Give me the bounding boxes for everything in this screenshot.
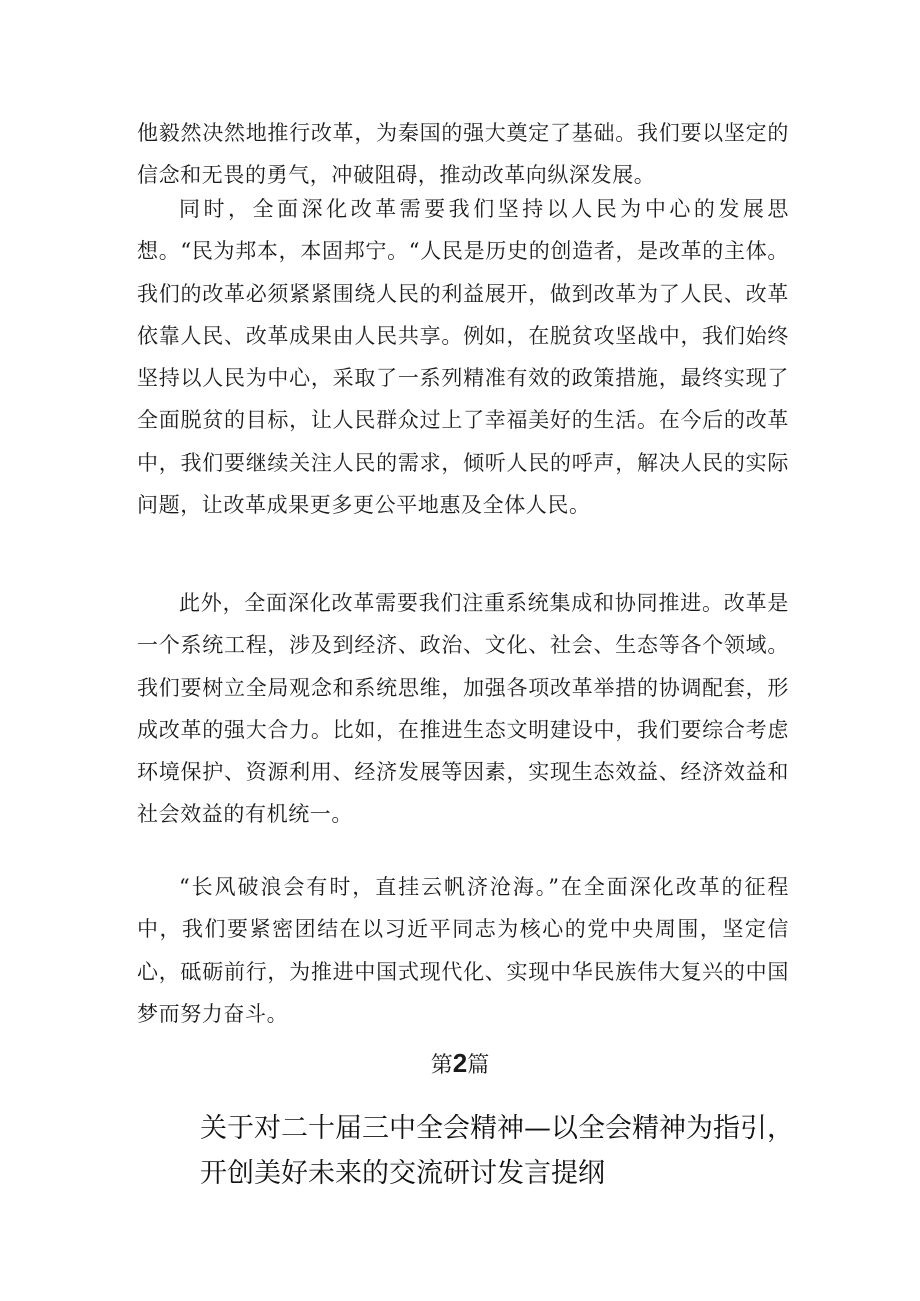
section-suffix: 篇	[467, 1053, 490, 1078]
body-paragraph: 此外，全面深化改革需要我们注重系统集成和协同推进。改革是一个系统工程，涉及到经济、政治、文化、社会、生态等各个领域。我们要树立全局观念和系统思维，加强各项改革举措的协调配套，形成改革的强大合力。比如，在推进生态文明建设中，我们要综合考虑环境保护、资源利用、经济发展等因素，实现生态效益、经济效益和社会效益的有机统一。	[137, 591, 789, 827]
article-title-line: 开创美好未来的交流研讨发言提纲	[200, 1158, 605, 1189]
body-paragraph: “长风破浪会有时，直挂云帆济沧海。”在全面深化改革的征程中，我们要紧密团结在以习近平同志为核心的党中央周围，坚定信心，砥砺前行，为推进中国式现代化、实现中华民族伟大复兴的中国梦而努力奋斗。	[137, 875, 789, 1026]
body-paragraph: 他毅然决然地推行改革，为秦国的强大奠定了基础。我们要以坚定的信念和无畏的勇气，冲破阻碍，推动改革向纵深发展。	[137, 121, 789, 188]
section-number: 2	[452, 1048, 468, 1078]
body-paragraph: 同时，全面深化改革需要我们坚持以人民为中心的发展思想。“民为邦本，本固邦宁。“人民是历史的创造者，是改革的主体。我们的改革必须紧紧围绕人民的利益展开，做到改革为了人民、改革依靠人民、改革成果由人民共享。例如，在脱贫攻坚战中，我们始终坚持以人民为中心，采取了一系列精准有效的政策措施，最终实现了全面脱贫的目标，让人民群众过上了幸福美好的生活。在今后的改革中，我们要继续关注人民的需求，倾听人民的呼声，解决人民的实际问题，让改革成果更多更公平地惠及全体人民。	[137, 197, 789, 518]
article-title	[200, 1106, 820, 1196]
section-prefix: 第	[430, 1053, 453, 1078]
article-title-line: 关于对二十届三中全会精神—以全会精神为指引，	[200, 1113, 794, 1144]
section-number-label	[0, 1048, 920, 1079]
